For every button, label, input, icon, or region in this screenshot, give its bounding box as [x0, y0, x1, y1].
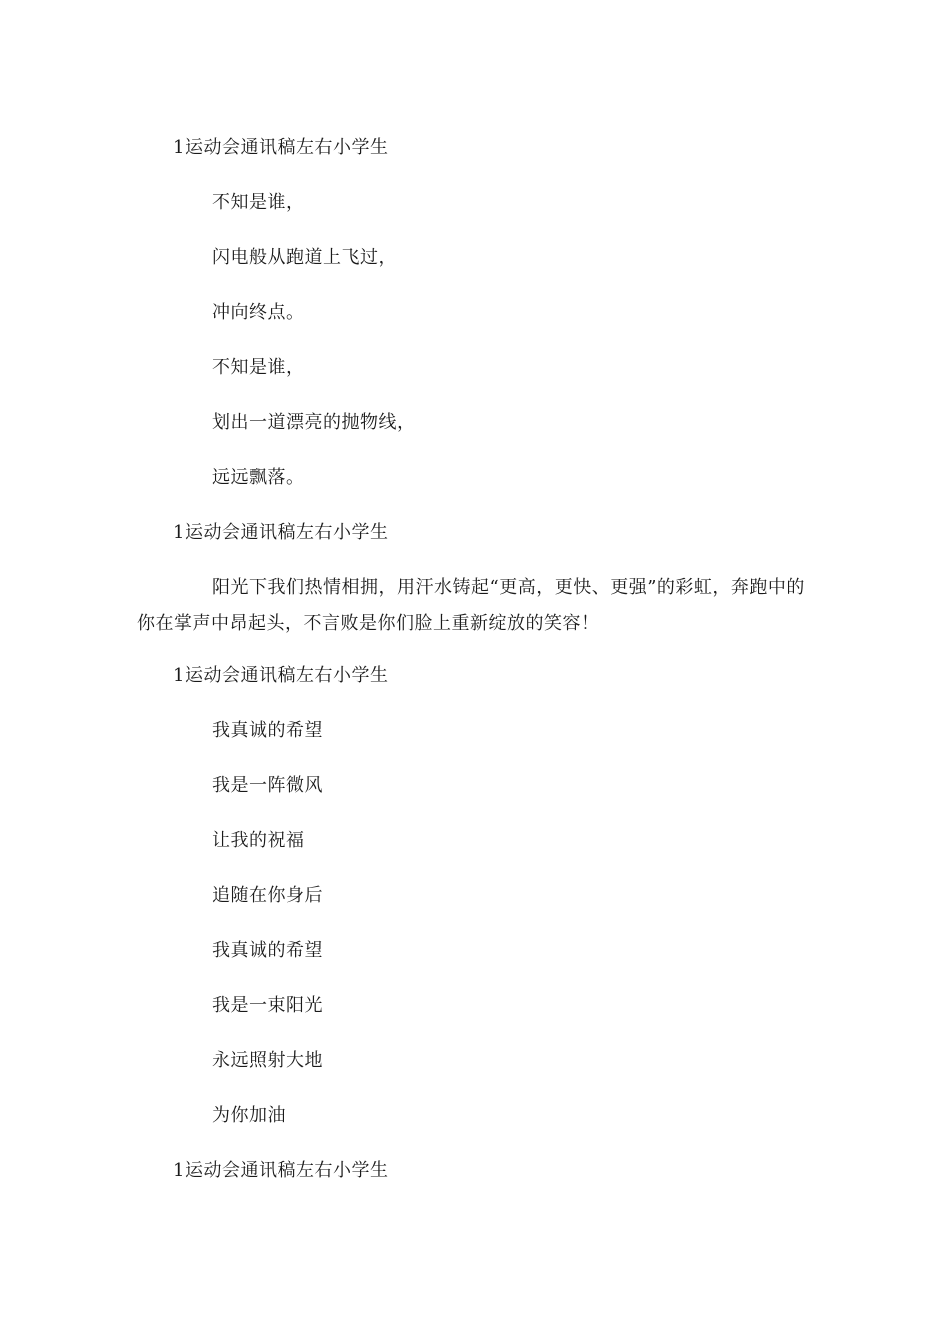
verse-line: 追随在你身后 — [212, 885, 323, 906]
section-heading: 1运动会通讯稿左右小学生 — [173, 1160, 389, 1181]
verse-line: 我真诚的希望 — [212, 720, 323, 741]
section-heading: 1运动会通讯稿左右小学生 — [173, 522, 389, 543]
section-heading: 1运动会通讯稿左右小学生 — [173, 137, 389, 158]
verse-line: 我真诚的希望 — [212, 940, 323, 961]
verse-line: 冲向终点。 — [212, 302, 305, 323]
verse-line: 让我的祝福 — [212, 830, 305, 851]
verse-line: 为你加油 — [212, 1105, 286, 1126]
verse-line: 划出一道漂亮的抛物线， — [212, 412, 416, 433]
verse-line: 永远照射大地 — [212, 1050, 323, 1071]
section-heading: 1运动会通讯稿左右小学生 — [173, 665, 389, 686]
verse-line: 不知是谁， — [212, 192, 305, 213]
verse-line: 远远飘落。 — [212, 467, 305, 488]
verse-line: 我是一束阳光 — [212, 995, 323, 1016]
verse-line: 我是一阵微风 — [212, 775, 323, 796]
verse-line: 不知是谁， — [212, 357, 305, 378]
verse-line: 闪电般从跑道上飞过， — [212, 247, 397, 268]
body-paragraph: 阳光下我们热情相拥，用汗水铸起“更高，更快、更强”的彩虹，奔跑中的你在掌声中昂起头，不言败是你们脸上重新绽放的笑容！ — [137, 577, 805, 634]
